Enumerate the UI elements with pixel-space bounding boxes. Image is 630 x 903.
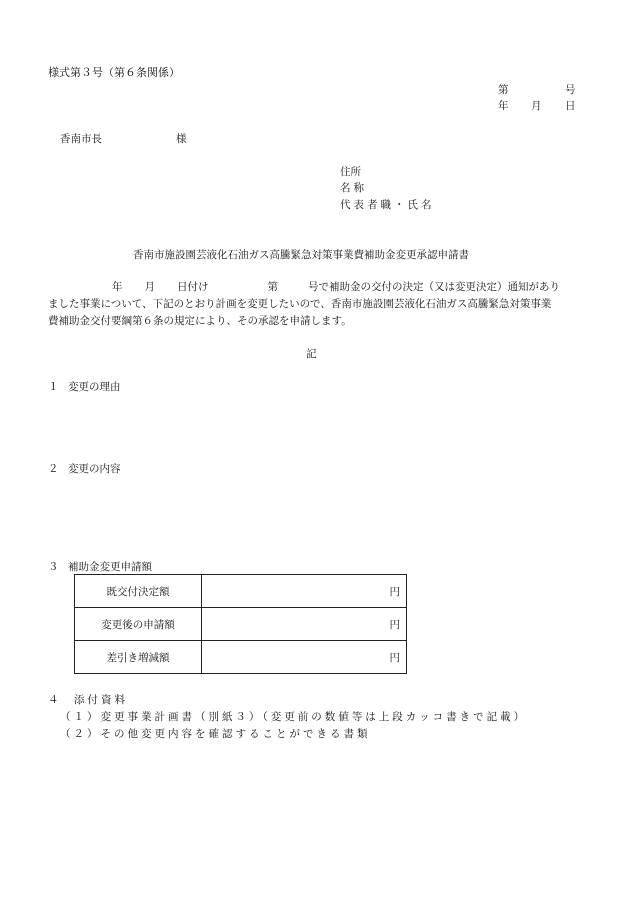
amount-label: 既交付決定額 [75,575,202,608]
body-line-3: 費補助金交付要綱第６条の規定により、その承認を申請します。 [48,315,352,327]
form-label: 様式第３号（第６条関係） [48,66,180,79]
table-row [75,608,407,641]
section-2-number: ２ [48,463,59,475]
section-4-number: ４ [48,694,59,706]
table-row [75,641,407,674]
doc-number-suffix: 号 [565,84,576,96]
applicant-address-label: 住所 [340,166,361,178]
body-dated: 日付け [177,281,209,293]
table-row [75,575,407,608]
amount-unit: 円 [202,575,407,608]
applicant-representative-label: 代表者職・氏名 [340,199,435,211]
date-day: 日 [565,100,576,112]
amount-label: 差引き増減額 [75,641,202,674]
addressee-name: 香南市長 [60,133,102,145]
body-year: 年 [112,281,123,293]
date-month: 月 [531,100,542,112]
body-paragraph [48,279,583,330]
attachment-item-2: （２）その他変更内容を確認することができる書類 [60,728,371,740]
amount-unit: 円 [202,641,407,674]
applicant-name-label: 名称 [340,182,367,194]
section-1-label: 変更の理由 [68,381,121,393]
body-month: 月 [144,281,155,293]
document-title: 香南市施設園芸液化石油ガス高騰緊急対策事業費補助金変更承認申請書 [133,249,469,261]
ki-heading: 記 [306,348,317,360]
body-line-1-rest: 号で補助金の交付の決定（又は変更決定）通知があり [308,281,560,293]
body-no-prefix: 第 [267,281,278,293]
doc-number-prefix: 第 [498,84,509,96]
body-line-1 [48,279,583,296]
amount-label: 変更後の申請額 [75,608,202,641]
section-4-label: 添付資料 [74,694,128,706]
section-1-number: １ [48,381,59,393]
section-3-number: ３ [48,561,59,573]
amount-table [74,574,407,674]
amount-unit: 円 [202,608,407,641]
section-3-label: 補助金変更申請額 [68,561,152,573]
section-2-label: 変更の内容 [68,463,121,475]
addressee-honorific: 様 [176,133,187,145]
body-line-2: ました事業について、下記のとおり計画を変更したいので、香南市施設園芸液化石油ガス高騰緊急対策事業 [48,298,552,310]
attachment-item-1: （１）変更事業計画書（別紙３）（変更前の数値等は上段カッコ書きで記載） [60,711,528,723]
date-year: 年 [498,100,509,112]
